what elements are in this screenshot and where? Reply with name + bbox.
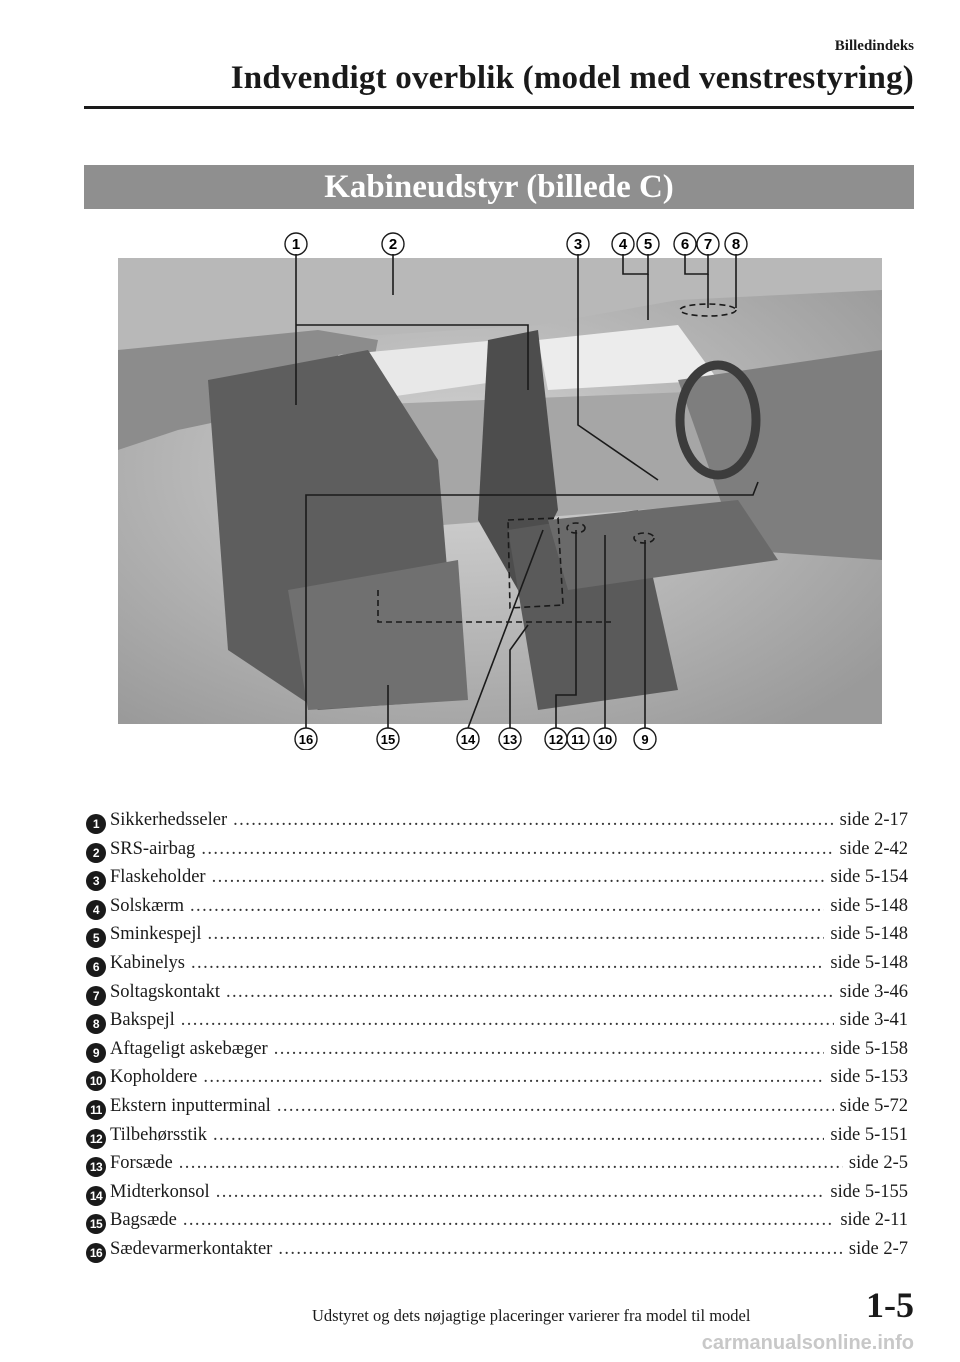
callout-8-label: 8 — [731, 236, 741, 253]
item-number: 4 — [86, 900, 106, 920]
index-item-9 — [86, 1039, 908, 1068]
dot-leader — [181, 1010, 834, 1031]
callout-14 — [457, 728, 479, 750]
index-item-3 — [86, 867, 908, 896]
callout-15-label: 15 — [380, 732, 396, 747]
item-label: Sminkespejl — [110, 924, 202, 945]
page-reference-link[interactable]: side 2-7 — [848, 1238, 908, 1259]
index-item-2 — [86, 839, 908, 868]
index-item-4 — [86, 896, 908, 925]
dot-leader — [216, 1182, 825, 1203]
page-reference-link[interactable]: side 2-17 — [839, 810, 908, 830]
page-reference-link[interactable]: side 5-148 — [830, 924, 908, 945]
dot-leader — [277, 1096, 834, 1117]
index-item-6 — [86, 953, 908, 982]
item-label: Tilbehørsstik — [110, 1124, 207, 1145]
item-number: 8 — [86, 1014, 106, 1034]
dot-leader — [183, 1210, 835, 1231]
callout-13 — [499, 728, 521, 750]
callout-9-label: 9 — [641, 732, 649, 747]
page-reference-link[interactable]: side 2-11 — [840, 1210, 908, 1231]
page-title: Indvendigt overblik (model med venstrestyring) — [230, 60, 914, 96]
callout-3 — [567, 233, 589, 255]
item-number: 1 — [86, 814, 106, 834]
item-label: Bakspejl — [110, 1010, 175, 1031]
item-label: Flaskeholder — [110, 867, 206, 888]
index-item-14 — [86, 1182, 908, 1211]
callout-7 — [697, 233, 719, 255]
index-item-11 — [86, 1096, 908, 1125]
page-reference-link[interactable]: side 5-153 — [830, 1067, 908, 1088]
callout-8 — [725, 233, 747, 255]
callout-13-label: 13 — [502, 732, 518, 747]
page-reference-link[interactable]: side 5-154 — [830, 867, 908, 888]
callout-11 — [567, 728, 589, 750]
section-banner — [84, 165, 914, 209]
item-number: 13 — [86, 1157, 106, 1177]
callout-5 — [637, 233, 659, 255]
index-item-10 — [86, 1067, 908, 1096]
page-reference-link[interactable]: side 3-46 — [839, 981, 908, 1002]
dot-leader — [212, 867, 825, 888]
index-item-5 — [86, 924, 908, 953]
index-item-1 — [86, 810, 908, 839]
item-label: Forsæde — [110, 1153, 173, 1174]
item-number: 10 — [86, 1071, 106, 1091]
item-number: 11 — [86, 1100, 106, 1120]
index-item-12 — [86, 1125, 908, 1154]
callout-4 — [612, 233, 634, 255]
callout-3-label: 3 — [573, 236, 583, 253]
section-label: Billedindeks — [834, 38, 914, 54]
banner-title: Kabineudstyr (billede C) — [324, 168, 674, 205]
item-number: 3 — [86, 871, 106, 891]
item-number: 16 — [86, 1243, 106, 1263]
dot-leader — [207, 924, 824, 945]
callout-7-label: 7 — [703, 236, 713, 253]
page-reference-link[interactable]: side 5-72 — [839, 1095, 908, 1116]
callout-10-label: 10 — [597, 732, 613, 747]
item-label: Solskærm — [110, 895, 185, 916]
callout-12 — [545, 728, 567, 750]
item-label: Sikkerhedsseler — [110, 810, 228, 830]
item-label: Kabinelys — [110, 952, 186, 973]
item-label: Midterkonsol — [110, 1181, 210, 1202]
item-number: 14 — [86, 1186, 106, 1206]
item-label: Bagsæde — [110, 1210, 177, 1231]
callout-14-label: 14 — [460, 732, 476, 747]
page-number: 1-5 — [866, 1285, 914, 1325]
callout-11-label: 11 — [571, 732, 585, 747]
callout-16 — [295, 728, 317, 750]
index-item-16 — [86, 1239, 908, 1268]
callout-15 — [377, 728, 399, 750]
callout-12-label: 12 — [548, 732, 564, 747]
item-number: 15 — [86, 1214, 106, 1234]
item-number: 12 — [86, 1129, 106, 1149]
callout-4-label: 4 — [618, 236, 628, 253]
dot-leader — [190, 896, 824, 917]
component-index-list — [86, 810, 908, 1268]
callout-2 — [382, 233, 404, 255]
dot-leader — [278, 1239, 843, 1260]
dot-leader — [179, 1153, 843, 1174]
callout-16-label: 16 — [298, 732, 314, 747]
index-item-7 — [86, 982, 908, 1011]
index-item-8 — [86, 1010, 908, 1039]
item-label: Soltagskontakt — [110, 981, 220, 1002]
dot-leader — [201, 839, 833, 860]
item-number: 7 — [86, 986, 106, 1006]
callout-6-label: 6 — [680, 236, 690, 253]
page-reference-link[interactable]: side 5-151 — [830, 1124, 908, 1145]
item-label: Aftageligt askebæger — [110, 1038, 268, 1059]
item-label: Ekstern inputterminal — [110, 1095, 271, 1116]
callout-5-label: 5 — [643, 236, 653, 253]
dot-leader — [191, 953, 824, 974]
callout-2-label: 2 — [388, 236, 398, 253]
item-number: 6 — [86, 957, 106, 977]
page-reference-link[interactable]: side 5-158 — [830, 1038, 908, 1059]
callout-6 — [674, 233, 696, 255]
item-label: Kopholdere — [110, 1067, 198, 1088]
item-label: Sædevarmerkontakter — [110, 1238, 273, 1259]
dot-leader — [213, 1125, 824, 1146]
page-reference-link[interactable]: side 5-148 — [830, 952, 908, 973]
item-number: 5 — [86, 928, 106, 948]
index-item-15 — [86, 1210, 908, 1239]
watermark: carmanualsonline.info — [701, 1332, 914, 1354]
item-number: 9 — [86, 1043, 106, 1063]
page-reference-link[interactable]: side 5-155 — [830, 1181, 908, 1202]
callout-9 — [634, 728, 656, 750]
callout-10 — [594, 728, 616, 750]
index-item-13 — [86, 1153, 908, 1182]
title-rule — [84, 106, 914, 109]
page-reference-link[interactable]: side 5-148 — [830, 895, 908, 916]
page-reference-link[interactable]: side 3-41 — [839, 1010, 908, 1031]
item-label: SRS-airbag — [110, 838, 196, 859]
callout-1-label: 1 — [291, 236, 301, 253]
dot-leader — [203, 1067, 824, 1088]
item-number: 2 — [86, 843, 106, 863]
cabin-interior-illustration — [118, 230, 882, 750]
callout-1 — [285, 233, 307, 255]
footer-note: Udstyret og dets nøjagtige placeringer varierer fra model til model — [312, 1306, 751, 1325]
page-reference-link[interactable]: side 2-42 — [839, 838, 908, 859]
dot-leader — [274, 1039, 825, 1060]
dot-leader — [233, 810, 834, 831]
page-reference-link[interactable]: side 2-5 — [848, 1153, 908, 1174]
dot-leader — [226, 982, 834, 1003]
